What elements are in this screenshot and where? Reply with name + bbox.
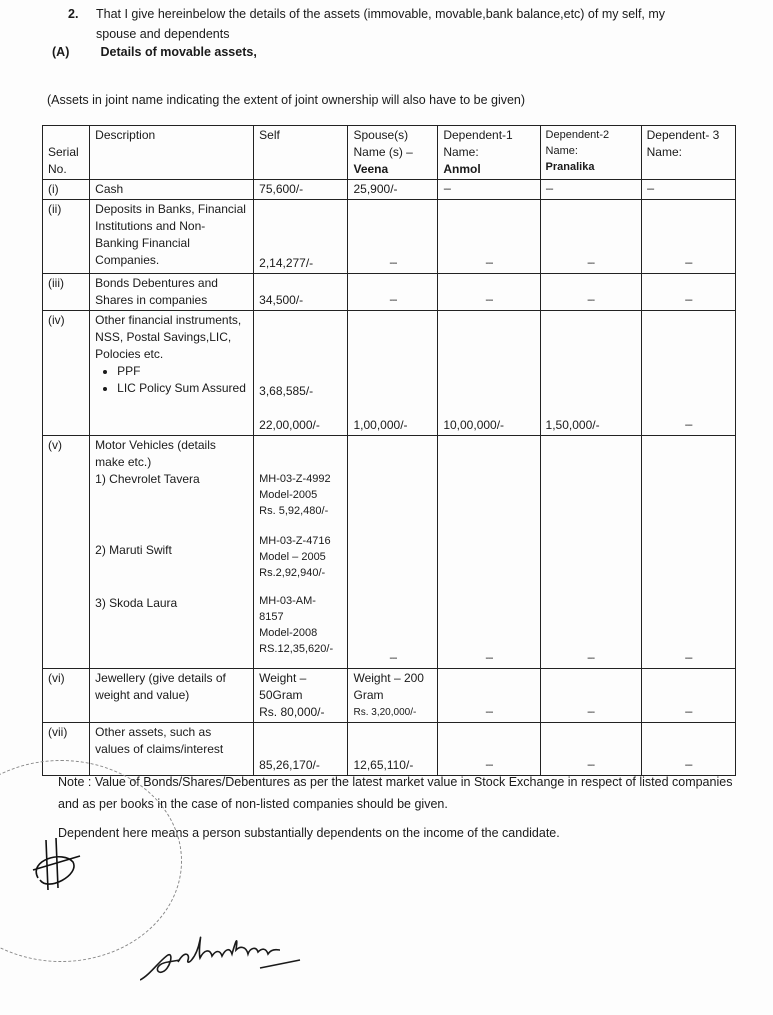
header-spouse-name: Veena <box>353 162 389 176</box>
vehicle-reg: MH-03-AM-8157 <box>259 595 316 623</box>
intro-text: That I give hereinbelow the details of the assets (immovable, movable,bank balance,etc) of my self, my spouse and dependents <box>96 7 666 41</box>
description-text: Other financial instruments, NSS, Postal Savings,LIC, Polocies etc. <box>95 313 242 361</box>
spouse-cell: --- <box>348 436 438 669</box>
description-cell: Bonds Debentures and Shares in companies <box>90 274 254 311</box>
section-title: Details of movable assets, <box>100 45 257 59</box>
spouse-cell: 25,900/- <box>348 180 438 200</box>
self-cell <box>254 436 348 669</box>
spouse-cell: 1,00,000/- <box>348 311 438 436</box>
spouse-cell <box>348 669 438 723</box>
joint-ownership-note: (Assets in joint name indicating the extent of joint ownership will also have to be given) <box>47 93 526 107</box>
dependent-3-cell: --- <box>641 274 735 311</box>
dependent-3-cell: --- <box>641 311 735 436</box>
dependent-1-cell: 10,00,000/- <box>438 311 540 436</box>
table-row <box>43 723 736 776</box>
self-cell: 85,26,170/- <box>254 723 348 776</box>
vehicle-reg: MH-03-Z-4716 <box>259 535 331 547</box>
vehicle-name: 1) Chevrolet Tavera <box>95 472 200 486</box>
table-row <box>43 436 736 669</box>
vehicle-value: Rs. 5,92,480/- <box>259 505 329 517</box>
table-row <box>43 669 736 723</box>
dependent-2-cell: --- <box>540 180 641 200</box>
description-cell: Other assets, such as values of claims/interest <box>90 723 254 776</box>
list-item: • PPF <box>117 363 248 380</box>
self-cell <box>254 311 348 436</box>
header-dependent-2 <box>540 126 641 180</box>
header-spouse <box>348 126 438 180</box>
vehicle-model: Model – 2005 <box>259 551 326 563</box>
self-cell: 2,14,277/- <box>254 200 348 274</box>
section-heading <box>52 45 257 59</box>
description-cell: Cash <box>90 180 254 200</box>
spouse-cell: --- <box>348 200 438 274</box>
jewellery-weight: Weight – 50Gram <box>259 671 307 702</box>
serial-cell: (iii) <box>43 274 90 311</box>
dependent-2-cell: --- <box>540 274 641 311</box>
market-value-note: Note : Value of Bonds/Shares/Debentures as per the latest market value in Stock Exchange in respect of listed companies and as per books in the case of non-listed companies should be given. <box>58 775 733 811</box>
vehicle-model: Model-2005 <box>259 489 318 501</box>
table-row <box>43 180 736 200</box>
serial-cell: (vii) <box>43 723 90 776</box>
vehicle-reg: MH-03-Z-4992 <box>259 473 331 485</box>
serial-cell: (v) <box>43 436 90 669</box>
dependent-3-cell: --- <box>641 436 735 669</box>
header-description: Description <box>90 126 254 180</box>
dependent-1-cell: --- <box>438 723 540 776</box>
header-dep2-name: Pranalika <box>545 161 595 173</box>
dependent-1-cell: --- <box>438 274 540 311</box>
vehicle-model: Model-2008 <box>259 627 318 639</box>
header-dependent-1 <box>438 126 540 180</box>
serial-cell: (i) <box>43 180 90 200</box>
spouse-cell: 12,65,110/- <box>348 723 438 776</box>
header-self: Self <box>254 126 348 180</box>
table-header-row <box>43 126 736 180</box>
dependent-2-cell: 1,50,000/- <box>540 311 641 436</box>
dependent-3-cell: --- <box>641 200 735 274</box>
header-dep1-label: Dependent-1 Name: <box>443 128 513 159</box>
jewellery-value: Rs. 3,20,000/- <box>353 707 417 718</box>
table-row <box>43 200 736 274</box>
header-spouse-label: Spouse(s) Name (s) – <box>353 128 413 159</box>
serial-cell: (iv) <box>43 311 90 436</box>
description-cell: Jewellery (give details of weight and value) <box>90 669 254 723</box>
dependent-2-cell: --- <box>540 723 641 776</box>
serial-cell: (vi) <box>43 669 90 723</box>
spouse-cell: --- <box>348 274 438 311</box>
description-cell <box>90 436 254 669</box>
initials-mark <box>18 830 88 900</box>
header-dependent-3: Dependent- 3 Name: <box>641 126 735 180</box>
header-serial: Serial No. <box>43 126 90 180</box>
self-cell: 34,500/- <box>254 274 348 311</box>
self-cell: 75,600/- <box>254 180 348 200</box>
list-item: • LIC Policy Sum Assured <box>117 380 248 397</box>
description-cell <box>90 311 254 436</box>
description-cell: Deposits in Banks, Financial Institutions and Non-Banking Financial Companies. <box>90 200 254 274</box>
dependent-3-cell: --- <box>641 669 735 723</box>
table-row <box>43 274 736 311</box>
vehicle-value: Rs.2,92,940/- <box>259 567 326 579</box>
header-dep1-name: Anmol <box>443 162 481 176</box>
paragraph-number: 2. <box>68 7 79 21</box>
dependent-1-cell: --- <box>438 669 540 723</box>
vehicle-name: 3) Skoda Laura <box>95 596 178 610</box>
movable-assets-table <box>42 125 736 776</box>
dependent-3-cell: --- <box>641 180 735 200</box>
self-ppf-value: 3,68,585/- <box>259 384 314 398</box>
dependent-definition-note: Dependent here means a person substantially dependents on the income of the candidate. <box>58 826 560 840</box>
dependent-1-cell: --- <box>438 200 540 274</box>
dependent-2-cell: --- <box>540 200 641 274</box>
jewellery-value: Rs. 80,000/- <box>259 705 325 719</box>
dependent-1-cell: --- <box>438 436 540 669</box>
self-lic-value: 22,00,000/- <box>259 418 320 432</box>
table-row <box>43 311 736 436</box>
dependent-1-cell: --- <box>438 180 540 200</box>
serial-cell: (ii) <box>43 200 90 274</box>
instrument-list <box>95 363 248 397</box>
section-label: (A) <box>52 45 70 59</box>
dependent-2-cell: --- <box>540 669 641 723</box>
self-cell <box>254 669 348 723</box>
signature <box>140 920 320 990</box>
header-dep2-label: Dependent-2 Name: <box>545 129 610 157</box>
dependent-3-cell: --- <box>641 723 735 776</box>
vehicle-value: RS.12,35,620/- <box>259 643 334 655</box>
description-text: Motor Vehicles (details make etc.) <box>95 438 216 469</box>
vehicle-name: 2) Maruti Swift <box>95 543 172 557</box>
jewellery-weight: Weight – 200 Gram <box>353 671 424 702</box>
dependent-2-cell: --- <box>540 436 641 669</box>
